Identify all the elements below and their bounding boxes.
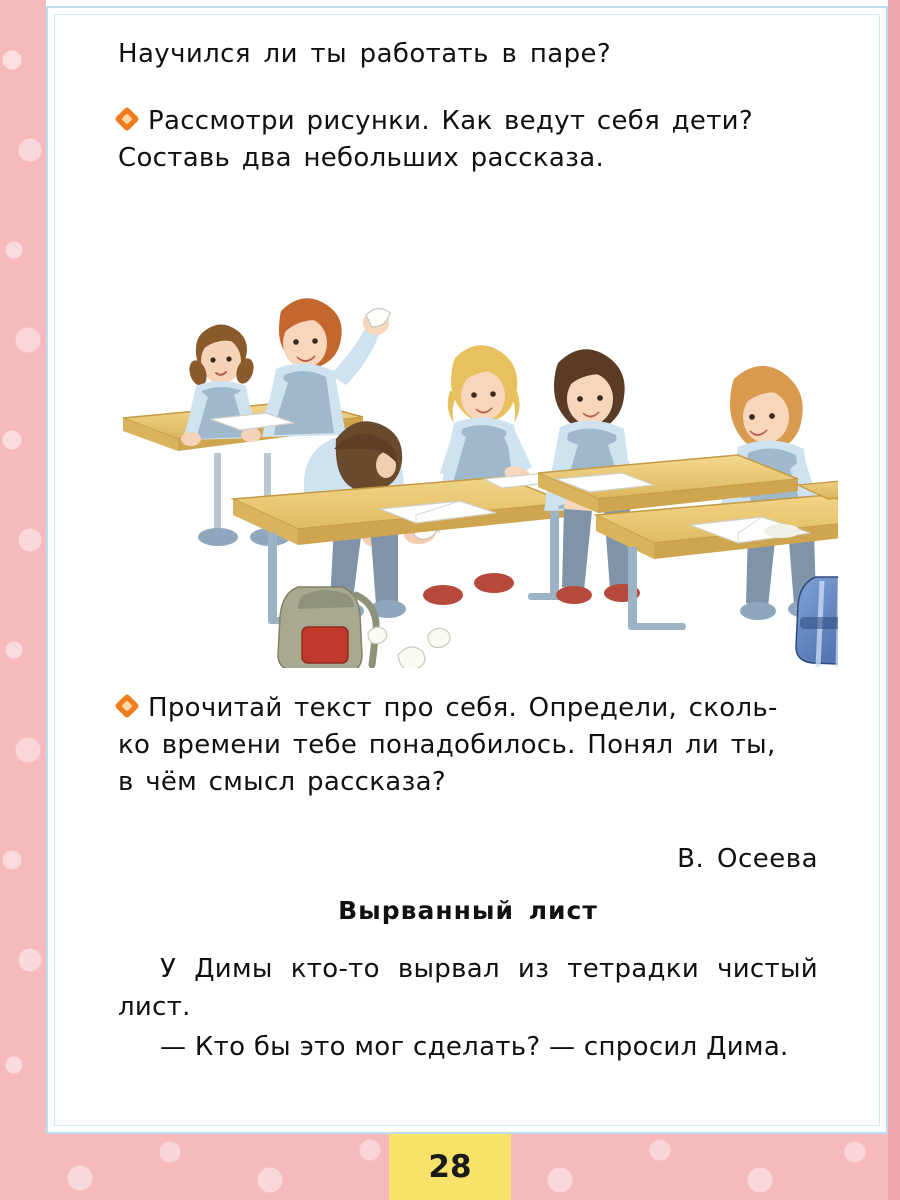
left-scene xyxy=(123,298,588,668)
page-sheet xyxy=(46,6,888,1134)
task-2-line-2: ко времени тебе понадобилось. Понял ли ты, xyxy=(118,729,776,760)
story-author: В. Осеева xyxy=(677,844,818,875)
top-question: Научился ли ты работать в паре? xyxy=(118,39,612,69)
page-number: 28 xyxy=(389,1134,511,1200)
decorative-right-border xyxy=(888,0,900,1200)
task-1-line-1: Рассмотри рисунки. Как ведут себя дети? xyxy=(148,105,753,136)
diamond-bullet-icon xyxy=(118,697,140,719)
child-girl-blonde xyxy=(440,345,534,493)
task-1-line-2: Составь два небольших рассказа. xyxy=(118,142,605,173)
task-1 xyxy=(118,103,818,177)
story-title: Вырванный лист xyxy=(338,896,598,926)
shoe xyxy=(198,528,238,546)
decorative-left-border xyxy=(0,0,46,1200)
classroom-illustration-svg xyxy=(98,203,838,668)
task-2 xyxy=(118,690,818,801)
child-boy-raised-hand xyxy=(262,298,390,437)
backpack-grey xyxy=(278,587,376,668)
story-paragraph-1: У Димы кто-то вырвал из тетрадки чистый лист. xyxy=(118,954,818,1023)
task-2-line-3: в чём смысл рассказа? xyxy=(118,766,446,797)
crumpled-paper-balls xyxy=(368,627,450,668)
task-2-line-1: Прочитай текст про себя. Определи, сколь- xyxy=(148,692,778,723)
diamond-bullet-icon xyxy=(118,110,140,132)
backpack-blue xyxy=(796,577,838,667)
page-content xyxy=(118,36,818,1067)
classroom-illustration xyxy=(98,203,838,668)
story-paragraph-2: — Кто бы это мог сделать? — спросил Дима. xyxy=(160,1031,789,1062)
right-scene xyxy=(538,349,838,667)
